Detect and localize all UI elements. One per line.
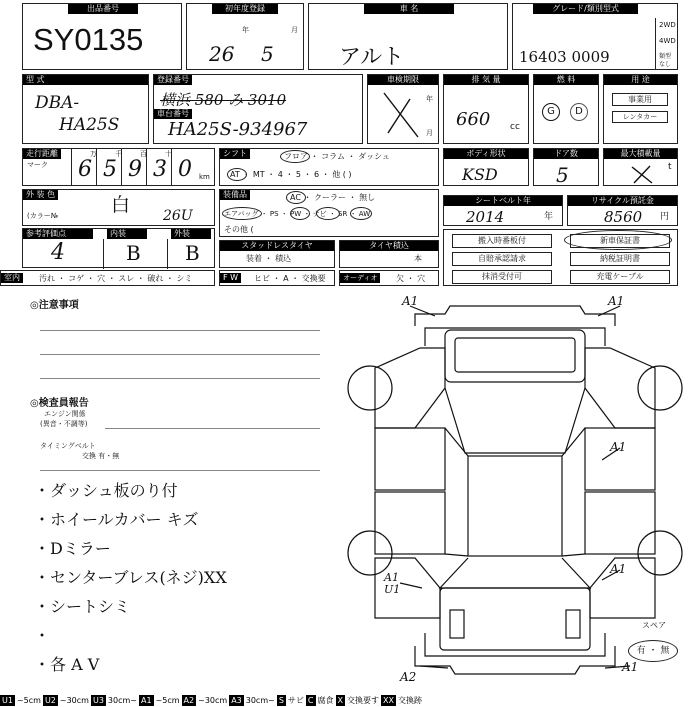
interior-condition-label: 室内 bbox=[1, 273, 23, 283]
legend-key: A3 bbox=[231, 696, 242, 705]
fuel-g: G bbox=[542, 103, 560, 121]
mileage-digit-header: 十 bbox=[165, 150, 172, 158]
doors-box bbox=[533, 148, 599, 186]
damage-mark-3: A1 bbox=[610, 440, 627, 454]
color-label: 外 装 色 bbox=[23, 190, 58, 200]
engine-label-2: (異音・不調等) bbox=[40, 420, 88, 428]
document-item: 抹消受付可 bbox=[452, 270, 552, 284]
capacity-unit: t bbox=[668, 162, 672, 172]
shift-line2: AT ・ MT ・ 4 ・ 5 ・ 6 ・ 他 ( ) bbox=[230, 170, 352, 179]
drive-2wd: 2WD bbox=[659, 21, 676, 29]
seatbelt-value: 2014 bbox=[466, 208, 505, 226]
legend-key: X bbox=[337, 696, 343, 705]
inspector-notes bbox=[30, 474, 330, 684]
mileage-mark: マーク bbox=[27, 161, 48, 169]
first-registration-label: 初年度登録 bbox=[212, 4, 278, 14]
exterior-label: 外装 bbox=[171, 229, 211, 239]
model-value-2: HA25S bbox=[59, 115, 120, 135]
audio-box bbox=[339, 270, 439, 286]
tire-box bbox=[339, 240, 439, 268]
equip-pw-circle bbox=[316, 207, 340, 220]
seatbelt-unit: 年 bbox=[544, 212, 554, 222]
seatbelt-label: シートベルト年 bbox=[444, 196, 562, 206]
lot-number-box bbox=[22, 3, 182, 70]
audio-label: オーディオ bbox=[340, 273, 380, 283]
engine-label-1: エンジン関係 bbox=[44, 410, 86, 418]
car-body-diagram bbox=[340, 288, 690, 688]
timing-label-2: 交換 有・無 bbox=[82, 452, 120, 460]
score-value: 4 bbox=[51, 240, 65, 265]
audio-options: 欠 ・ 穴 bbox=[396, 274, 426, 283]
damage-mark-1: A1 bbox=[402, 294, 419, 308]
fw-box bbox=[219, 270, 335, 286]
fw-options: ヒビ ・ A ・ 交換要 bbox=[254, 274, 326, 283]
mileage-digit-header: 千 bbox=[115, 150, 122, 158]
use-rental: レンタカー bbox=[612, 111, 668, 123]
first-registration-box bbox=[186, 3, 304, 70]
mileage-digit-value: 0 bbox=[178, 157, 192, 182]
inspection-year-unit: 年 bbox=[426, 95, 433, 103]
inspector-note-item: ・ホイールカバー キズ bbox=[34, 510, 199, 529]
legend-value: サビ bbox=[287, 696, 304, 705]
car-name-label: 車 名 bbox=[364, 4, 454, 14]
recycle-box bbox=[567, 195, 678, 226]
car-name: アルト bbox=[339, 45, 405, 70]
grade-value: 16403 0009 bbox=[519, 48, 610, 66]
legend-value: 交換跡 bbox=[397, 696, 422, 705]
inspector-note-item: ・Dミラー bbox=[34, 539, 111, 558]
type-none: 類型 なし bbox=[659, 53, 672, 68]
lot-number: SY0135 bbox=[33, 22, 144, 57]
use-box bbox=[603, 74, 678, 144]
inspector-note-item: ・各 A V bbox=[34, 655, 100, 674]
first-registration-year: 26 bbox=[209, 42, 235, 66]
damage-mark-6: A2 bbox=[400, 670, 417, 684]
damage-legend bbox=[0, 688, 700, 705]
studless-options: 装着 ・ 積込 bbox=[246, 254, 292, 263]
legend-value: ~30cm bbox=[198, 696, 228, 705]
color-code-label: (カラー№ bbox=[27, 212, 59, 220]
spare-label: スペア bbox=[642, 621, 666, 630]
use-label: 用 途 bbox=[604, 75, 677, 85]
registration-label: 登録番号 bbox=[154, 75, 192, 85]
legend-key: U1 bbox=[2, 696, 13, 705]
equipment-box bbox=[219, 189, 439, 237]
legend-value: ~30cm bbox=[59, 696, 89, 705]
damage-mark-4: A1 bbox=[610, 562, 627, 576]
recycle-unit: 円 bbox=[660, 212, 670, 222]
mileage-digit-value: 3 bbox=[153, 157, 167, 182]
mileage-unit: km bbox=[199, 173, 210, 181]
document-item: 充電ケーブル bbox=[570, 270, 670, 284]
tire-unit: 本 bbox=[414, 254, 422, 263]
spare-options: 有 ・ 無 bbox=[628, 640, 678, 662]
body-box bbox=[443, 148, 529, 186]
shift-at-circle bbox=[227, 168, 247, 181]
document-item: 納税証明書 bbox=[570, 252, 670, 266]
mileage-digit-value: 9 bbox=[128, 157, 142, 182]
legend-key: A2 bbox=[183, 696, 195, 705]
capacity-box bbox=[603, 148, 678, 186]
equip-ac-circle bbox=[286, 191, 306, 204]
exterior-value: B bbox=[185, 241, 200, 265]
legend-value: 腐食 bbox=[317, 696, 334, 705]
equip-airbag-circle bbox=[222, 207, 262, 220]
inspector-title: ◎検査員報告 bbox=[30, 398, 89, 409]
fw-label: F W bbox=[220, 273, 241, 283]
damage-mark-7: A1 bbox=[622, 660, 639, 674]
lot-number-label: 出品番号 bbox=[68, 4, 138, 14]
interior-condition-options: 汚れ ・ コゲ ・ 穴 ・ スレ ・ 破れ ・ シミ bbox=[39, 274, 193, 283]
mileage-digit-value: 5 bbox=[103, 157, 117, 182]
mileage-digit-header: 万 bbox=[90, 150, 97, 158]
damage-mark-5: A1 U1 bbox=[384, 571, 401, 596]
shift-label: シフト bbox=[220, 149, 250, 159]
equipment-other: その他 ( bbox=[224, 225, 254, 234]
mileage-digit-value: 6 bbox=[78, 157, 92, 182]
capacity-cross-mark bbox=[628, 163, 656, 185]
first-registration-month: 5 bbox=[261, 42, 274, 66]
displacement-box bbox=[443, 74, 529, 144]
studless-label: スタッドレスタイヤ bbox=[220, 241, 334, 251]
chassis-value: HA25S-934967 bbox=[168, 119, 308, 140]
fuel-box bbox=[533, 74, 599, 144]
mileage-digits bbox=[71, 149, 214, 185]
car-name-box bbox=[308, 3, 508, 70]
inspector-note-item: ・センターブレス(ネジ)XX bbox=[34, 568, 227, 587]
legend-value: ~5cm bbox=[155, 696, 180, 705]
legend-key: XX bbox=[382, 696, 394, 705]
doors-value: 5 bbox=[556, 163, 569, 187]
color-code: 26U bbox=[163, 208, 193, 224]
caution-title: ◎注意事項 bbox=[30, 300, 79, 311]
mileage-digit bbox=[121, 149, 146, 185]
shift-floor-circle bbox=[280, 150, 310, 163]
score-box bbox=[22, 228, 215, 268]
mileage-label: 走行距離 bbox=[23, 149, 61, 159]
legend-key: U2 bbox=[44, 696, 56, 705]
inspector-note-item: ・ダッシュ板のり付 bbox=[34, 481, 178, 500]
inspection-month-unit: 月 bbox=[426, 129, 433, 137]
fuel-d: D bbox=[570, 103, 588, 121]
mileage-digit bbox=[71, 149, 96, 185]
equipment-label: 装備品 bbox=[220, 190, 250, 200]
score-label: 参考評価点 bbox=[23, 229, 93, 239]
equipment-line1: AC ・ クーラー ・ 無し bbox=[290, 193, 376, 202]
legend-key: U3 bbox=[92, 696, 104, 705]
legend-key: A1 bbox=[141, 696, 152, 705]
capacity-label: 最大積載量 bbox=[604, 149, 677, 159]
recycle-label: リサイクル預託金 bbox=[568, 196, 677, 206]
inspection-strike-mark bbox=[376, 89, 426, 141]
color-box bbox=[22, 189, 215, 226]
damage-mark-2: A1 bbox=[608, 294, 625, 308]
model-box bbox=[22, 74, 149, 144]
drive-column bbox=[655, 18, 679, 70]
legend-key: S bbox=[278, 696, 284, 705]
interior-value: B bbox=[126, 241, 141, 265]
timing-label-1: タイミングベルト bbox=[40, 442, 96, 450]
model-value-1: DBA- bbox=[35, 93, 80, 113]
month-unit: 月 bbox=[291, 26, 298, 34]
doors-label: ドア数 bbox=[534, 149, 598, 159]
interior-label: 内装 bbox=[107, 229, 147, 239]
chassis-label: 車台番号 bbox=[154, 109, 192, 119]
mileage-digit-header: 百 bbox=[140, 150, 147, 158]
legend-value: 30cm~ bbox=[107, 696, 137, 705]
grade-label: グレード/類別型式 bbox=[533, 4, 638, 14]
mileage-digit bbox=[171, 149, 196, 185]
inspector-note-item: ・ bbox=[34, 626, 51, 645]
document-item: 新車保証書 bbox=[570, 234, 670, 248]
drive-4wd: 4WD bbox=[659, 37, 676, 45]
displacement-value: 660 bbox=[456, 109, 491, 130]
legend-value: ~5cm bbox=[16, 696, 41, 705]
legend-value: 30cm~ bbox=[245, 696, 275, 705]
interior-condition-box bbox=[0, 270, 215, 286]
equipment-line2: エアバッグ ・ PS ・ PW ・ ナビ ・ SR ・ AW bbox=[224, 210, 371, 218]
legend-key: C bbox=[307, 696, 314, 705]
fuel-label: 燃 料 bbox=[534, 75, 598, 85]
mileage-digit bbox=[96, 149, 121, 185]
seatbelt-box bbox=[443, 195, 563, 226]
body-label: ボディ形状 bbox=[444, 149, 528, 159]
tire-label: タイヤ積込 bbox=[340, 241, 438, 251]
use-business: 事業用 bbox=[612, 93, 668, 106]
new-car-warranty-circle bbox=[564, 230, 672, 250]
registration-value: 横浜 580 み 3010 bbox=[160, 91, 287, 109]
body-value: KSD bbox=[462, 165, 498, 184]
inspector-note-item: ・シートシミ bbox=[34, 597, 131, 616]
equip-ps-circle bbox=[290, 207, 310, 220]
inspection-label: 車検期限 bbox=[368, 75, 438, 85]
legend-value: 交換要す bbox=[346, 696, 379, 705]
registration-box bbox=[153, 74, 363, 144]
year-unit: 年 bbox=[242, 26, 249, 34]
grade-box bbox=[512, 3, 678, 70]
shift-options: フロア ・ コラム ・ ダッシュ bbox=[284, 152, 390, 161]
color-value: 白 bbox=[111, 194, 131, 216]
shift-box bbox=[219, 148, 439, 186]
document-item: 自賠承認請求 bbox=[452, 252, 552, 266]
equip-navi-circle bbox=[350, 207, 372, 220]
displacement-label: 排 気 量 bbox=[444, 75, 528, 85]
mileage-box bbox=[22, 148, 215, 186]
studless-box bbox=[219, 240, 335, 268]
mileage-digit bbox=[146, 149, 171, 185]
model-label: 型 式 bbox=[23, 75, 148, 85]
documents-box bbox=[443, 229, 678, 286]
inspection-box bbox=[367, 74, 439, 144]
displacement-unit: cc bbox=[510, 122, 520, 132]
recycle-value: 8560 bbox=[604, 208, 643, 226]
document-item: 搬入時番板付 bbox=[452, 234, 552, 248]
